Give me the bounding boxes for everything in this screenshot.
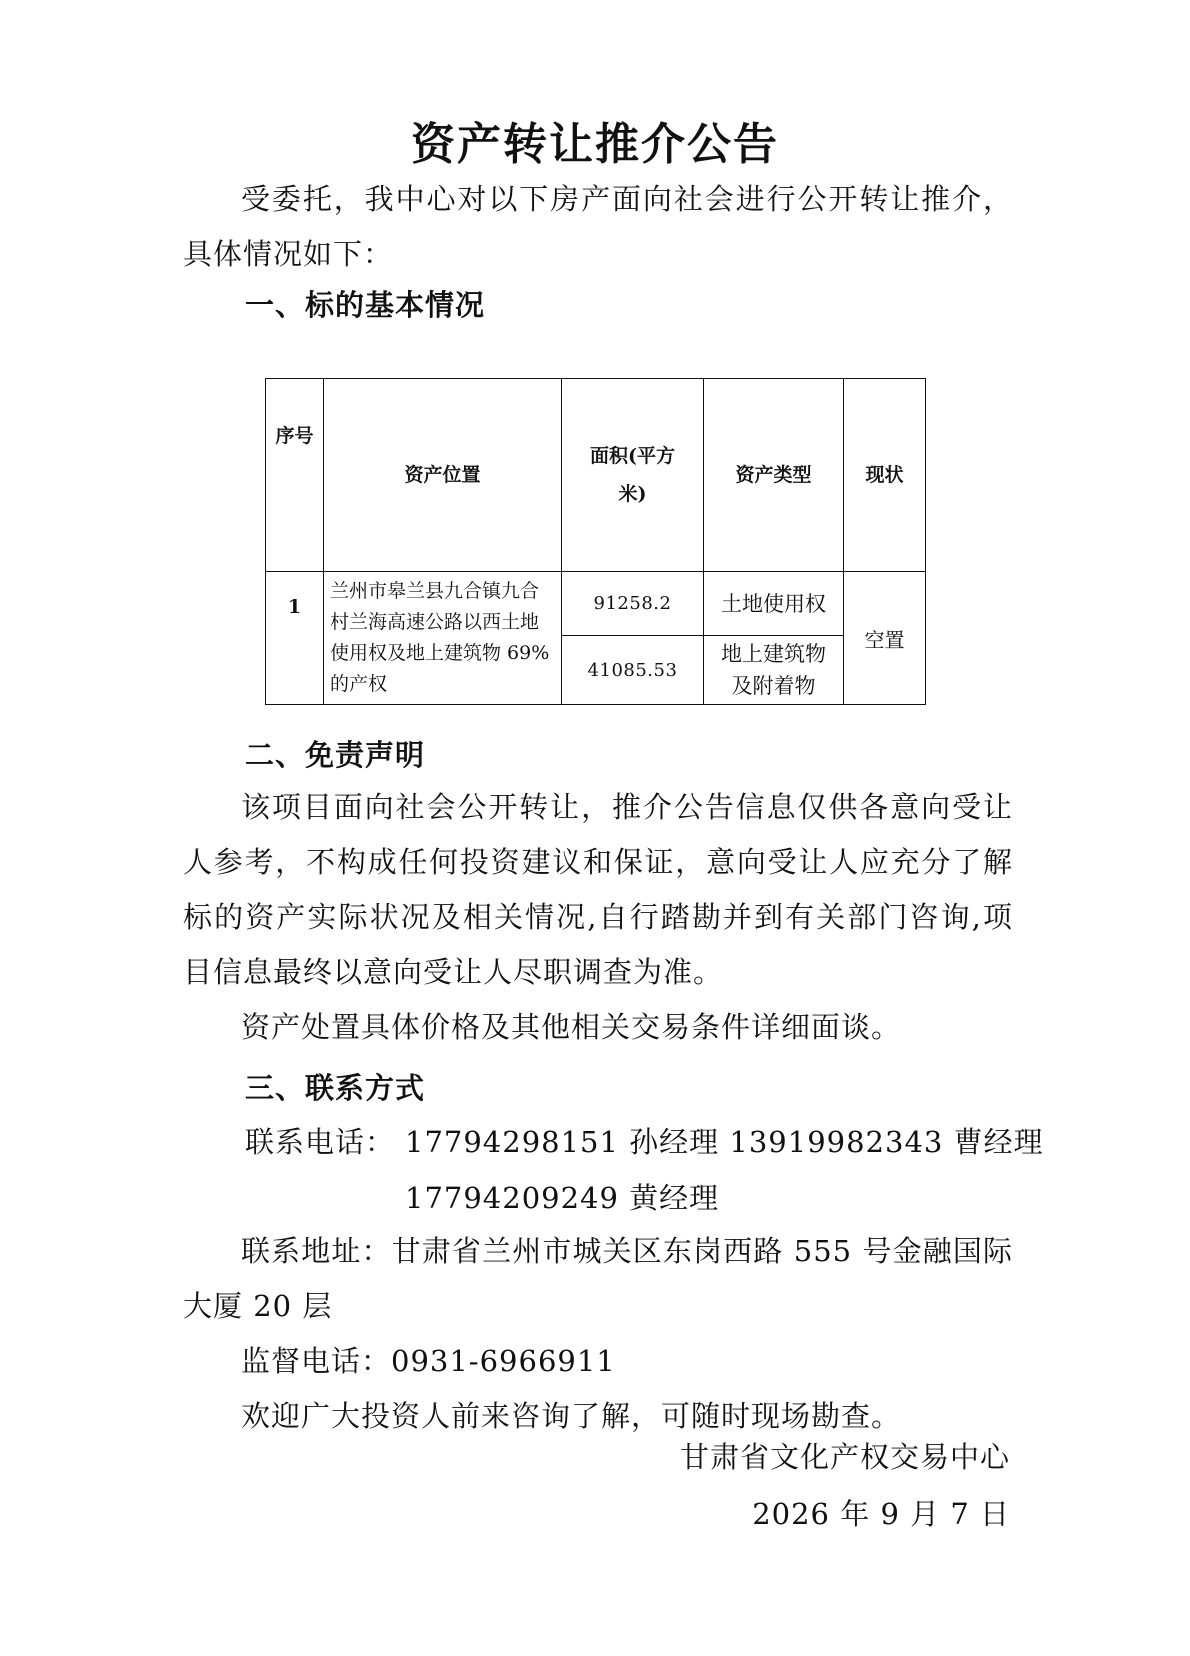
page-title: 资产转让推介公告	[411, 119, 779, 170]
cell-type-building: 地上建筑物及附着物	[704, 636, 844, 705]
cell-status: 空置	[844, 572, 926, 705]
section-heading-contact: 三、联系方式	[245, 1071, 426, 1105]
table-row	[266, 572, 926, 636]
header-location: 资产位置	[324, 379, 562, 572]
cell-seq: 1	[266, 572, 324, 705]
phone-line-2: 17794209249 黄经理	[405, 1181, 720, 1215]
header-seq: 序号	[266, 379, 324, 572]
address-paragraph: 联系地址：甘肃省兰州市城关区东岗西路 555 号金融国际大厦 20 层	[183, 1234, 1013, 1323]
table-header-row	[266, 379, 926, 572]
footer-organization: 甘肃省文化产权交易中心	[679, 1440, 1010, 1474]
header-area: 面积(平方米)	[562, 379, 704, 572]
phone-label: 联系电话：	[245, 1125, 396, 1159]
cell-location: 兰州市皋兰县九合镇九合村兰海高速公路以西土地使用权及地上建筑物 69%的产权	[324, 572, 562, 705]
intro-paragraph: 受委托，我中心对以下房产面向社会进行公开转让推介，具体情况如下：	[183, 182, 1013, 271]
supervision-phone: 监督电话：0931-6966911	[241, 1344, 616, 1378]
welcome-text: 欢迎广大投资人前来咨询了解，可随时现场勘查。	[241, 1399, 902, 1433]
cell-type-land: 土地使用权	[704, 572, 844, 636]
cell-area-building: 41085.53	[562, 636, 704, 705]
cell-area-land: 91258.2	[562, 572, 704, 636]
pricing-paragraph: 资产处置具体价格及其他相关交易条件详细面谈。	[241, 1010, 902, 1044]
section-heading-disclaimer: 二、免责声明	[245, 738, 426, 772]
asset-table	[265, 378, 926, 705]
section-heading-basic-info: 一、标的基本情况	[245, 288, 486, 322]
footer-date: 2026 年 9 月 7 日	[752, 1497, 1010, 1531]
phone-line-1: 17794298151 孙经理 13919982343 曹经理	[405, 1125, 1044, 1159]
disclaimer-paragraph: 该项目面向社会公开转让，推介公告信息仅供各意向受让人参考，不构成任何投资建议和保证，意向受让人应充分了解标的资产实际状况及相关情况,自行踏勘并到有关部门咨询,项目信息最终以意向受让人尽职调查为准。	[183, 790, 1013, 989]
header-type: 资产类型	[704, 379, 844, 572]
header-status: 现状	[844, 379, 926, 572]
